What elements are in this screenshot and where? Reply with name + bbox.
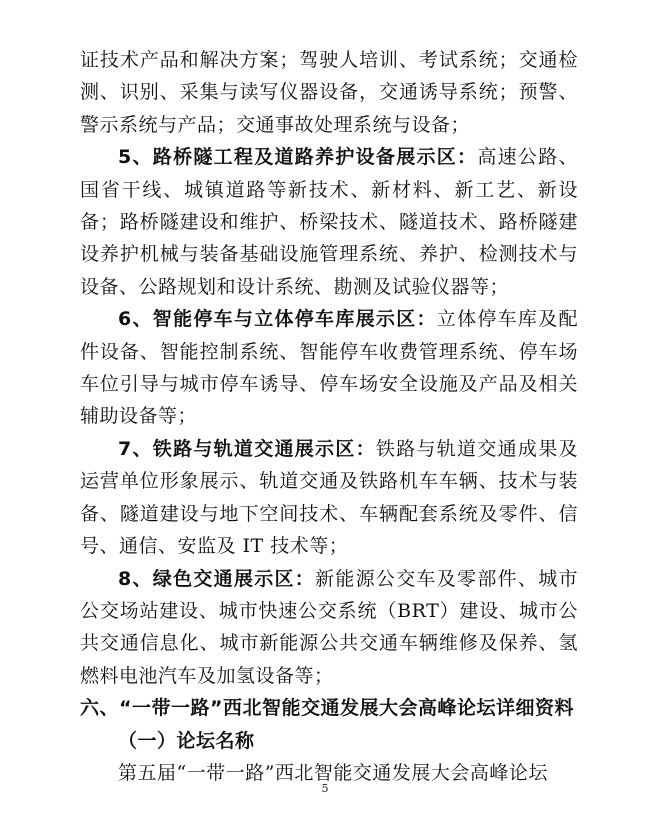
section-heading-six: 六、“一带一路”西北智能交通发展大会高峰论坛详细资料 [80, 697, 574, 720]
zone-heading: 5、路桥隧工程及道路养护设备展示区： [118, 146, 478, 169]
paragraph-text: 证技术产品和解决方案；驾驶人培训、考试系统；交通检测、识别、采集与读写仪器设备，交通诱导系统；预警、警示系统与产品；交通事故处理系统与设备； [80, 49, 578, 136]
document-body [80, 44, 578, 789]
paragraph-exhibit-zone-8 [80, 563, 578, 693]
paragraph-text: 立体停车库及配件设备、智能控制系统、智能停车收费管理系统、停车场车位引导与城市停车诱导、停车场安全设施及产品及相关辅助设备等； [80, 308, 578, 428]
paragraph-text: 铁路与轨道交通成果及运营单位形象展示、轨道交通及铁路机车车辆、技术与装备、隧道建设与地下空间技术、车辆配套系统及零件、信号、通信、安监及 IT 技术等； [80, 437, 578, 558]
paragraph-exhibit-zone-5 [80, 141, 578, 303]
subsection-heading-forum-name: （一）论坛名称 [118, 729, 255, 752]
paragraph-exhibit-zone-7 [80, 433, 578, 563]
paragraph-continuation [80, 44, 578, 141]
forum-name-text: 第五届“一带一路”西北智能交通发展大会高峰论坛 [118, 761, 548, 784]
zone-heading: 8、绿色交通展示区： [118, 567, 316, 590]
paragraph-exhibit-zone-6 [80, 303, 578, 433]
zone-heading: 6、智能停车与立体停车库展示区： [118, 308, 437, 331]
paragraph-text: 新能源公交车及零部件、城市公交场站建设、城市快速公交系统（BRT）建设、城市公共交通信息化、城市新能源公共交通车辆维修及保养、氢燃料电池汽车及加氢设备等； [80, 567, 578, 687]
paragraph-text: 高速公路、国省干线、城镇道路等新技术、新材料、新工艺、新设备；路桥隧建设和维护、桥梁技术、隧道技术、路桥隧建设养护机械与装备基础设施管理系统、养护、检测技术与设备、公路规划和设计系统、勘测及试验仪器等； [80, 146, 578, 298]
page-number: 5 [321, 782, 329, 795]
zone-heading: 7、铁路与轨道交通展示区： [118, 437, 376, 460]
